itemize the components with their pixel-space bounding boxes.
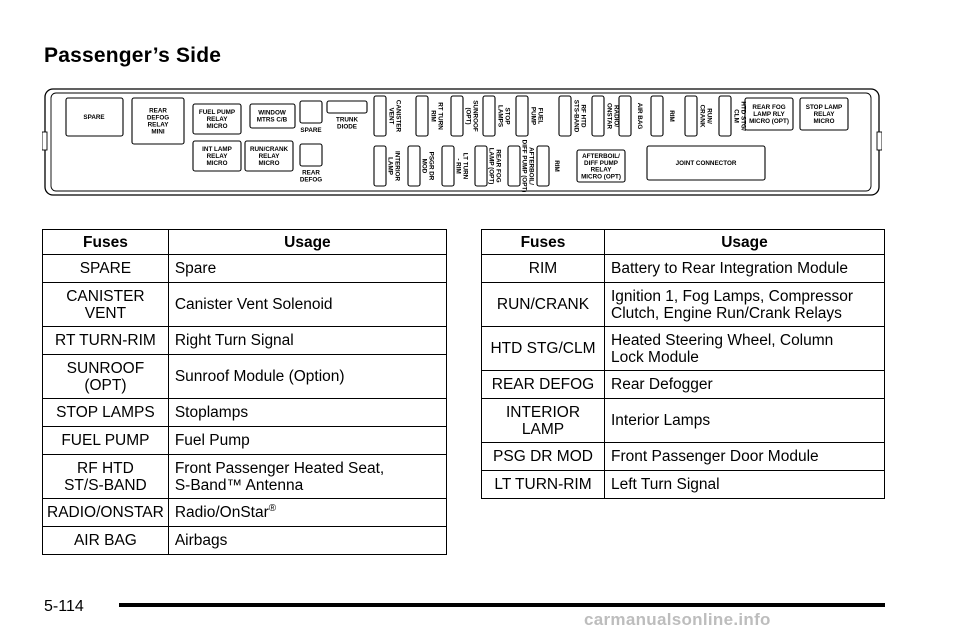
fuse-name-cell: STOP LAMPS: [43, 399, 169, 427]
fuse-name-cell: INTERIOR LAMP: [482, 399, 605, 443]
spare-relay-label: SPARE: [83, 114, 105, 122]
fuse-name-cell: LT TURN-RIM: [482, 471, 605, 499]
fuse-name-cell: RF HTD ST/S-BAND: [43, 455, 169, 499]
fuse-name-cell: SUNROOF (OPT): [43, 355, 169, 399]
sunroof-opt-fuse-label: SUNROOF(OPT): [464, 100, 479, 132]
table-row: [43, 355, 447, 399]
rear-defog-small: [300, 144, 322, 166]
table-row: [43, 399, 447, 427]
fuse-usage-cell: Left Turn Signal: [605, 471, 885, 499]
interior-lamp-fuse-label: INTERIORLAMP: [386, 150, 401, 182]
rear-fog-lamp-opt-fuse: [475, 146, 487, 186]
fuse-usage-cell: Front Passenger Heated Seat, S-Band™ Antenna: [168, 455, 446, 499]
lt-turn-rim-fuse: [442, 146, 454, 186]
table-row: [482, 471, 885, 499]
stop-lamps-fuse-label: STOPLAMPS: [496, 104, 511, 128]
fuse-usage-cell: Front Passenger Door Module: [605, 443, 885, 471]
spare-small-slot: [300, 101, 322, 123]
fuse-table-left: [42, 229, 447, 555]
registered-mark: ®: [268, 502, 277, 514]
fuse-usage-cell: Canister Vent Solenoid: [168, 283, 446, 327]
table-row: [482, 283, 885, 327]
fuse-usage-cell: Battery to Rear Integration Module: [605, 255, 885, 283]
fuse-usage-cell: Heated Steering Wheel, Column Lock Module: [605, 327, 885, 371]
run-crank-relay-label: RUN/CRANK RELAY MICRO: [249, 146, 289, 168]
fuse-usage-cell: Right Turn Signal: [168, 327, 446, 355]
run-crank-fuse-label: RUN/CRANK: [698, 104, 713, 128]
table-row: [482, 371, 885, 399]
fuse-usage-cell: Stoplamps: [168, 399, 446, 427]
interior-lamp-fuse: [374, 146, 386, 186]
fuse-usage-cell: Sunroof Module (Option): [168, 355, 446, 399]
page-title: Passenger’s Side: [44, 44, 222, 67]
table-row: [43, 283, 447, 327]
fuel-pump-fuse: [516, 96, 528, 136]
spare-small-label: SPARE: [300, 127, 322, 135]
table-row: [43, 427, 447, 455]
rf-htd-fuse: [559, 96, 571, 136]
column-header-fuses: Fuses: [43, 230, 169, 255]
rear-fog-lamp-relay-label: REAR FOG LAMP RLY MICRO (OPT): [749, 104, 789, 126]
stop-lamps-fuse: [483, 96, 495, 136]
table-row: [482, 327, 885, 371]
watermark: carmanualsonline.info: [584, 610, 771, 629]
fuse-usage-cell: Interior Lamps: [605, 399, 885, 443]
htd-stg-clm-fuse-label: HTD STG/CLM: [732, 101, 747, 131]
fuel-pump-fuse-label: FUELPUMP: [529, 106, 544, 126]
table-row: [43, 255, 447, 283]
rf-htd-fuse-label: RF HTDSTS-BAND: [572, 99, 587, 133]
rear-defog-small-label: REAR DEFOG: [299, 169, 323, 184]
rt-turn-rim-fuse: [416, 96, 428, 136]
sunroof-opt-fuse: [451, 96, 463, 136]
window-mtrs-label: WINDOW MTRS C/B: [256, 109, 288, 124]
canister-vent-fuse: [374, 96, 386, 136]
canister-vent-fuse-label: CANISTERVENT: [387, 99, 402, 133]
psgr-dr-mod-fuse: [408, 146, 420, 186]
table-row: [43, 327, 447, 355]
joint-connector-label: JOINT CONNECTOR: [675, 160, 737, 168]
table-row: [482, 255, 885, 283]
lt-turn-rim-fuse-label: LT TURN- RIM: [454, 152, 469, 180]
afterboil-fuse: [508, 146, 520, 186]
air-bag-fuse: [619, 96, 631, 136]
fuse-name-cell: SPARE: [43, 255, 169, 283]
fuse-table-right: [481, 229, 885, 499]
stop-lamp-relay-label: STOP LAMP RELAY MICRO: [805, 104, 843, 126]
left-latch: [42, 132, 47, 150]
trunk-diode: [327, 101, 367, 113]
fuse-usage-cell: Radio/OnStar®: [168, 499, 446, 527]
fuse-usage-cell: Rear Defogger: [605, 371, 885, 399]
radio-onstar-fuse: [592, 96, 604, 136]
fuse-name-cell: RADIO/ONSTAR: [43, 499, 169, 527]
fuse-name-cell: CANISTER VENT: [43, 283, 169, 327]
rim-top-fuse: [651, 96, 663, 136]
fuse-name-cell: RIM: [482, 255, 605, 283]
run-crank-fuse: [685, 96, 697, 136]
afterboil-fuse-label: AFTERBOIL/DIFF PUMP (OPT): [520, 139, 535, 193]
table-row: [482, 443, 885, 471]
rim-bottom-fuse-label: RIM: [552, 160, 560, 172]
rt-turn-rim-fuse-label: RT TURNRIM: [429, 102, 444, 130]
int-lamp-relay-label: INT LAMP RELAY MICRO: [202, 146, 232, 168]
fuse-name-cell: AIR BAG: [43, 527, 169, 555]
fuse-name-cell: REAR DEFOG: [482, 371, 605, 399]
afterboil-relay-label: AFTERBOIL/ DIFF PUMP RELAY MICRO (OPT): [581, 153, 621, 181]
psgr-dr-mod-fuse-label: PSGR DRMOD: [420, 151, 435, 181]
fuse-name-cell: RT TURN-RIM: [43, 327, 169, 355]
rim-bottom-fuse: [537, 146, 549, 186]
fuel-pump-relay-label: FUEL PUMP RELAY MICRO: [198, 109, 236, 131]
right-latch: [877, 132, 882, 150]
trunk-diode-label: TRUNK DIODE: [335, 116, 359, 131]
column-header-usage: Usage: [605, 230, 885, 255]
table-row: [482, 399, 885, 443]
rear-defog-relay-label: REAR DEFOG RELAY MINI: [146, 107, 170, 136]
air-bag-fuse-label: AIR BAG: [635, 102, 643, 130]
fuse-name-cell: FUEL PUMP: [43, 427, 169, 455]
fuse-block-inner-outline: [51, 93, 871, 191]
fuse-usage-cell: Ignition 1, Fog Lamps, Compressor Clutch, Engine Run/Crank Relays: [605, 283, 885, 327]
rim-top-fuse-label: RIM: [667, 110, 675, 122]
column-header-fuses: Fuses: [482, 230, 605, 255]
table-row: [43, 499, 447, 527]
fuse-name-cell: RUN/CRANK: [482, 283, 605, 327]
fuse-usage-cell: Airbags: [168, 527, 446, 555]
table-row: [43, 455, 447, 499]
radio-onstar-fuse-label: RADIO/ONSTAR: [605, 102, 620, 130]
footer-rule: [119, 603, 885, 607]
fuse-block-diagram: [42, 86, 882, 198]
htd-stg-clm-fuse: [719, 96, 731, 136]
page-number: 5-114: [44, 598, 84, 615]
fuse-usage-cell: Fuel Pump: [168, 427, 446, 455]
rear-fog-lamp-opt-fuse-label: REAR FOGLAMP (OPT): [487, 147, 502, 185]
column-header-usage: Usage: [168, 230, 446, 255]
fuse-name-cell: HTD STG/CLM: [482, 327, 605, 371]
fuse-usage-cell: Spare: [168, 255, 446, 283]
fuse-name-cell: PSG DR MOD: [482, 443, 605, 471]
table-row: [43, 527, 447, 555]
